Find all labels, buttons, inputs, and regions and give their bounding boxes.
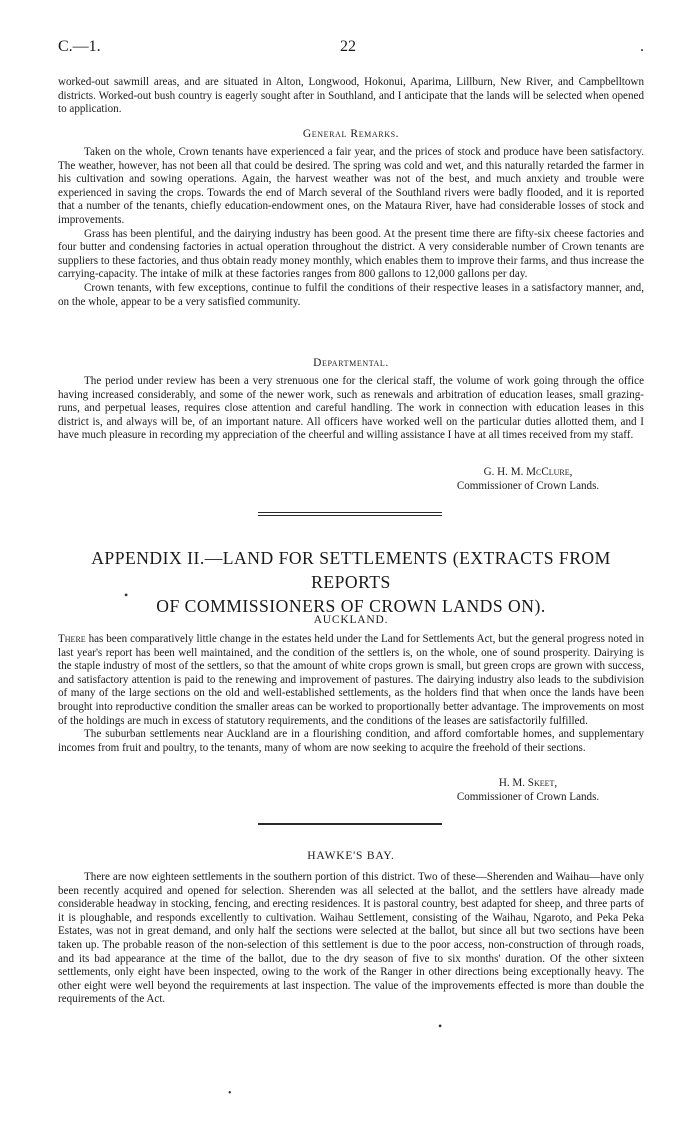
appendix-title [58, 546, 644, 618]
page-number: 22 [340, 38, 356, 55]
auckland-body [58, 633, 644, 755]
section-divider [258, 823, 442, 825]
auckland-signature [418, 777, 638, 804]
intro-paragraph [58, 76, 644, 117]
appendix-title-line-1: APPENDIX II.—LAND FOR SETTLEMENTS (EXTRACTS FROM REPORTS [91, 548, 611, 592]
speck-mark: • [124, 588, 129, 602]
speck-mark: • [438, 1019, 443, 1033]
appendix-title-line-2: OF COMMISSIONERS OF CROWN LANDS ON). [156, 596, 546, 616]
hawkes-bay-paragraph: There are now eighteen settlements in the southern portion of this district. Two of these—Sherenden and Waihau—have only been recently acquired and opened for selection. Sherenden was all selected at the ballot, and the settlers have already made considerable headway in stocking, fencing, and erecting residences. It is pastoral country, best adapted for sheep, and three parts of it is ploughable, and responds excellently to cultivation. Waihau Settlement, consisting of the Waihau, Ngaroto, and Peka Peka Estates, was not in great demand, and only half the sections were selected at the ballot, but since all but two sections have been taken up. The probable reason of the non-selection of this settlement is due to the poor access, non-construction of through roads, and its bad appearance at the time of the ballot, due to the dry season of five to six months' duration. Of the other sixteen settlements, only eight have been inspected, owing to the work of the Ranger in other directions being exceptionally heavy. The other eight were well beyond the requirements at last inspection. The value of the improvements effected is more than double the requirements of the Act. [58, 871, 644, 1006]
general-remarks-paragraph-1: Taken on the whole, Crown tenants have experienced a fair year, and the prices of stock and produce have been satisfactory. The weather, however, has not been all that could be desired. The spring was cold and wet, and this naturally retarded the farmer in his cultivation and sowing operations. Again, the harvest weather was not of the best, and much anxiety and trouble were experienced in saving the crops. Towards the end of March several of the Southland rivers were badly flooded, and it is reported that a number of the tenants, chiefly education-endowment ones, on the Mataura River, have had considerable losses of stock and improvements. [58, 146, 644, 226]
departmental-heading: Departmental. [313, 357, 389, 369]
auckland-lead-word: There [58, 633, 86, 645]
signature-name: G. H. M. McClure, [483, 466, 573, 478]
document-reference: C.—1. [58, 38, 101, 55]
intro-text: worked-out sawmill areas, and are situated in Alton, Longwood, Hokonui, Aparima, Lillburn, New River, and Campbelltown districts. Worked-out bush country is eagerly sought after in Southland, and I anticipate that the lands will be selected when opened to application. [58, 76, 644, 116]
general-remarks-paragraph-2: Grass has been plentiful, and the dairying industry has been good. At the present time there are fifty-six cheese factories and four butter and condensing factories in actual operation throughout the district. A very considerable number of Crown tenants are suppliers to these factories, and thus obtain ready money monthly, which enables them to improve their farms, and thus increase the carrying-capacity. The intake of milk at these factories ranges from 800 gallons to 12,000 gallons per day. [58, 227, 644, 281]
auckland-heading: AUCKLAND. [313, 614, 389, 626]
departmental-paragraph: The period under review has been a very strenuous one for the clerical staff, the volume of work going through the office having increased considerably, and some of the newer work, such as renewals and arbitration of education leases, small grazing-runs, and perpetual leases, requires close attention and careful handling. The work in connection with education leases in this district is, and always will be, of an important nature. All officers have worked well on the particular duties allotted them, and I have much pleasure in recording my appreciation of the cheerful and willing assistance I have at all times received from my staff. [58, 375, 644, 442]
signature-name: H. M. Skeet, [498, 777, 558, 789]
auckland-paragraph-1-text: has been comparatively little change in the estates held under the Land for Settlements Act, but the general progress noted in last year's report has been well maintained, and the condition of the settlers is, on the whole, one of sound prosperity. Dairying is the staple industry of most of the settlers, so that the amount of white crops grown is small, but green crops are grown with success, and satisfactory attention is paid to the renewing and improvement of pastures. The dairying industry also leads to the subdivision of many of the large sections on the old and well-established settlements, as the holders find that when once the lands have been brought into reproductive condition the smaller areas can be worked to proportionally better advantage. The improvements on most of the holdings are much in excess of statutory requirements, and the conditions of the leases are satisfactorily fulfilled. [58, 633, 644, 727]
departmental-body [58, 375, 644, 443]
signature-title: Commissioner of Crown Lands. [456, 479, 600, 492]
auckland-paragraph-2: The suburban settlements near Auckland are in a flourishing condition, and afford comfortable homes, and supplementary incomes from fruit and poultry, to the tenants, many of whom are now seeking to acquire the freehold of their sections. [58, 728, 644, 754]
header-dot: . [640, 38, 644, 55]
hawkes-bay-heading: HAWKE'S BAY. [307, 850, 395, 862]
page-header [58, 38, 644, 58]
auckland-paragraph-1 [58, 633, 644, 728]
general-remarks-heading: General Remarks. [302, 128, 400, 140]
signature-title: Commissioner of Crown Lands. [456, 790, 600, 803]
section-divider [258, 512, 442, 516]
speck-mark: • [228, 1088, 232, 1099]
general-remarks-paragraph-3: Crown tenants, with few exceptions, continue to fulfil the conditions of their respective leases in a satisfactory manner, and, on the whole, appear to be a very satisfied community. [58, 281, 644, 308]
hawkes-bay-body [58, 871, 644, 1007]
general-remarks-body [58, 146, 644, 309]
departmental-signature [418, 466, 638, 493]
